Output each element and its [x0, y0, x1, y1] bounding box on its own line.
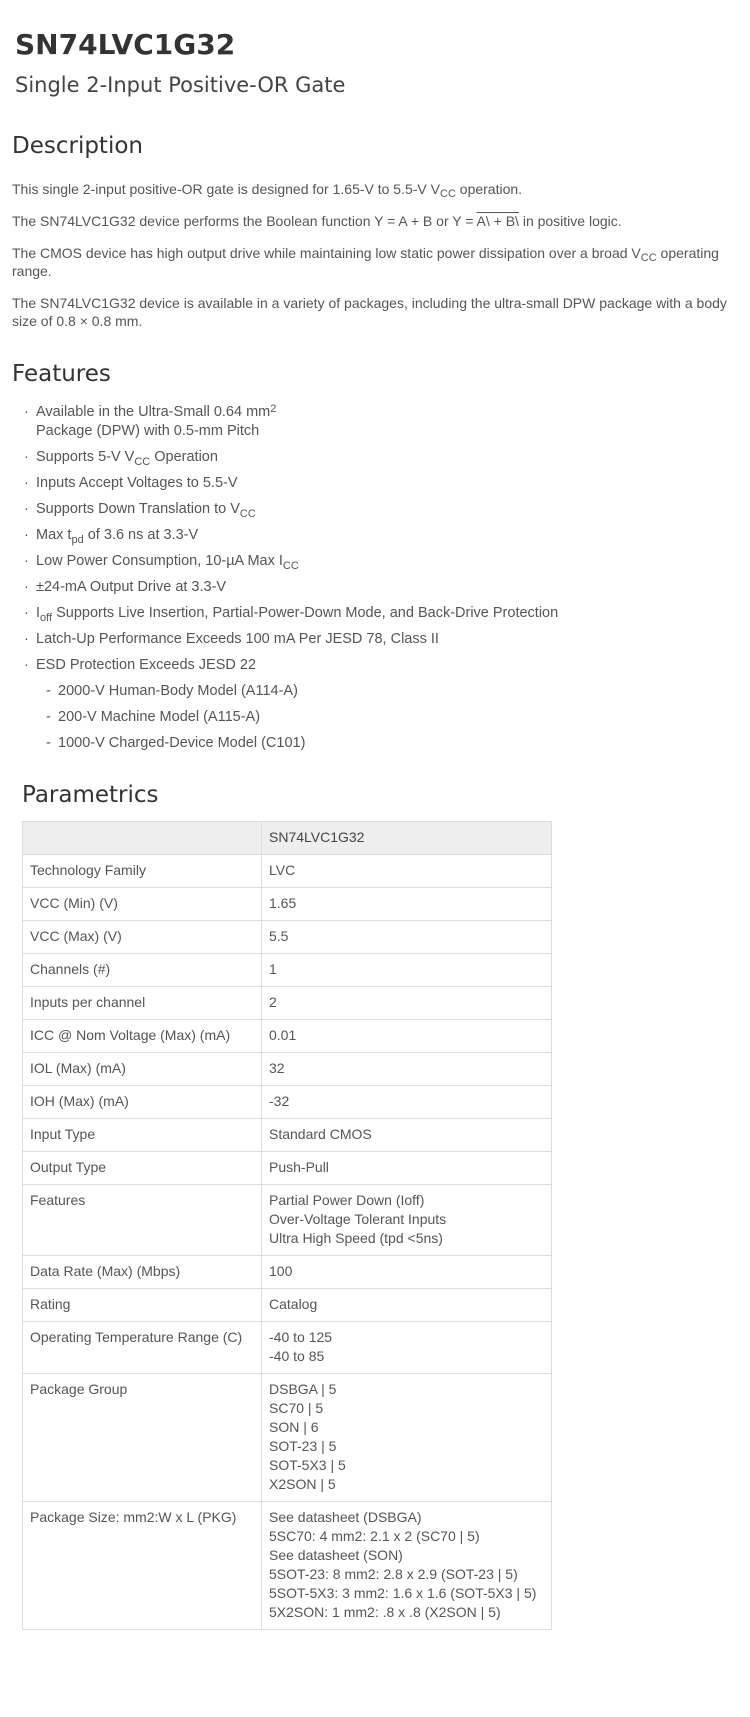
- param-value-line: SOT-5X3 | 5: [269, 1457, 346, 1473]
- param-label: ICC @ Nom Voltage (Max) (mA): [23, 1020, 262, 1053]
- param-value-line: -40 to 125: [269, 1329, 333, 1345]
- param-label: Features: [23, 1185, 262, 1256]
- param-label: Inputs per channel: [23, 987, 262, 1020]
- features-heading: Features: [12, 361, 111, 387]
- param-value-line: 32: [269, 1060, 285, 1076]
- dash-icon: -: [46, 709, 51, 725]
- table-row: [23, 1119, 552, 1152]
- feature-sub-item: - 200-V Machine Model (A115-A): [46, 709, 261, 725]
- param-value-line: DSBGA | 5: [269, 1381, 337, 1397]
- param-value-line: 1.65: [269, 895, 297, 911]
- param-label: Package Group: [23, 1374, 262, 1502]
- parametrics-table: [22, 821, 552, 1630]
- table-row: [23, 1185, 552, 1256]
- param-value: [262, 1289, 552, 1322]
- feature-item: · Supports Down Translation to $V_{CC}$: [24, 501, 256, 520]
- feature-item: · Max $t_{pd}$ of 3.6 ns at 3.3-V: [24, 527, 199, 546]
- param-value: [262, 888, 552, 921]
- param-value-line: 1: [269, 961, 277, 977]
- table-row: [23, 1020, 552, 1053]
- param-label: Data Rate (Max) (Mbps): [23, 1256, 262, 1289]
- feature-item: · $I_{off}$ Supports Live Insertion, Partial-Power-Down Mode, and Back-Drive Protection: [24, 605, 559, 624]
- param-value-line: Catalog: [269, 1296, 318, 1312]
- param-label: Package Size: mm2:W x L (PKG): [23, 1502, 262, 1630]
- param-value-line: Push-Pull: [269, 1159, 329, 1175]
- param-value: [262, 1152, 552, 1185]
- dash-icon: -: [46, 735, 51, 751]
- param-value: [262, 1374, 552, 1502]
- bullet-icon: ·: [24, 605, 29, 621]
- parametrics-section: [22, 781, 738, 1630]
- param-value-line: 100: [269, 1263, 293, 1279]
- table-row: [23, 1256, 552, 1289]
- feature-item: · Latch-Up Performance Exceeds 100 mA Per JESD 78, Class II: [24, 631, 439, 647]
- param-value: [262, 1020, 552, 1053]
- table-row: [23, 1289, 552, 1322]
- param-value: [262, 921, 552, 954]
- param-value-line: Over-Voltage Tolerant Inputs: [269, 1211, 447, 1227]
- feature-item: · ±24-mA Output Drive at 3.3-V: [24, 579, 227, 595]
- features-list: [12, 403, 738, 753]
- param-label: IOL (Max) (mA): [23, 1053, 262, 1086]
- param-value-line: 5SOT-23: 8 mm2: 2.8 x 2.9 (SOT-23 | 5): [269, 1566, 518, 1582]
- feature-sub-item: - 2000-V Human-Body Model (A114-A): [46, 683, 298, 699]
- param-value: [262, 1256, 552, 1289]
- bullet-icon: ·: [24, 527, 29, 543]
- table-row: [23, 987, 552, 1020]
- bullet-icon: ·: [24, 579, 29, 595]
- bullet-icon: ·: [24, 449, 29, 465]
- param-value-line: X2SON | 5: [269, 1476, 336, 1492]
- param-label: IOH (Max) (mA): [23, 1086, 262, 1119]
- param-value-line: 2: [269, 994, 277, 1010]
- param-value-line: 0.01: [269, 1027, 297, 1043]
- param-value-line: -40 to 85: [269, 1348, 325, 1364]
- param-value: [262, 1322, 552, 1374]
- dash-icon: -: [46, 683, 51, 699]
- table-header-part: SN74LVC1G32: [262, 822, 552, 855]
- param-value-line: -32: [269, 1093, 290, 1109]
- param-value-line: See datasheet (SON): [269, 1547, 403, 1563]
- param-label: Technology Family: [23, 855, 262, 888]
- feature-item: · Inputs Accept Voltages to 5.5-V: [24, 475, 238, 491]
- param-value-line: LVC: [269, 862, 296, 878]
- param-value-line: 5SC70: 4 mm2: 2.1 x 2 (SC70 | 5): [269, 1528, 480, 1544]
- param-value-line: Standard CMOS: [269, 1126, 372, 1142]
- param-label: Operating Temperature Range (C): [23, 1322, 262, 1374]
- param-value-line: SC70 | 5: [269, 1400, 324, 1416]
- feature-sub-item: - 1000-V Charged-Device Model (C101): [46, 735, 306, 751]
- table-row: [23, 1086, 552, 1119]
- description-paragraph-3: The CMOS device has high output drive while maintaining low static power dissipation over a broad $V_{CC}$ operating range.: [12, 245, 719, 279]
- bullet-icon: ·: [24, 501, 29, 517]
- param-value-line: 5X2SON: 1 mm2: .8 x .8 (X2SON | 5): [269, 1604, 501, 1620]
- description-paragraph-1: This single 2-input positive-OR gate is designed for 1.65-V to 5.5-V $V_{CC}$ operation.: [12, 181, 523, 200]
- param-value-line: Ultra High Speed (tpd <5ns): [269, 1230, 443, 1246]
- table-row: [23, 921, 552, 954]
- param-value-line: SOT-23 | 5: [269, 1438, 337, 1454]
- feature-item: · ESD Protection Exceeds JESD 22 - 2000-V Human-Body Model (A114-A) - 200-V Machine Model (A115-A) - 1000-V Charged-Device Model (C101): [24, 656, 738, 753]
- param-value-line: 5.5: [269, 928, 289, 944]
- table-header-row: [23, 822, 552, 855]
- bullet-icon: ·: [24, 475, 29, 491]
- bullet-icon: ·: [24, 657, 29, 673]
- table-row: [23, 1322, 552, 1374]
- param-value: [262, 1119, 552, 1152]
- feature-item: · Available in the Ultra-Small 0.64 $mm^2$ Package (DPW) with 0.5-mm Pitch: [24, 403, 277, 439]
- param-value: [262, 987, 552, 1020]
- param-value-line: Partial Power Down (Ioff): [269, 1192, 425, 1208]
- param-value: [262, 954, 552, 987]
- feature-item: · Supports 5-V $V_{CC}$ Operation: [24, 449, 218, 468]
- param-label: VCC (Min) (V): [23, 888, 262, 921]
- param-value: [262, 855, 552, 888]
- table-row: [23, 1152, 552, 1185]
- param-value: [262, 1086, 552, 1119]
- page-title: SN74LVC1G32: [15, 28, 236, 61]
- bullet-icon: ·: [24, 404, 29, 420]
- table-header-blank: [23, 822, 262, 855]
- table-row: [23, 888, 552, 921]
- param-label: VCC (Max) (V): [23, 921, 262, 954]
- page-subtitle: Single 2-Input Positive-OR Gate: [15, 73, 346, 97]
- param-label: Output Type: [23, 1152, 262, 1185]
- table-row: [23, 855, 552, 888]
- description-body: [12, 180, 738, 330]
- param-label: Channels (#): [23, 954, 262, 987]
- bullet-icon: ·: [24, 553, 29, 569]
- esd-sub-list: [36, 682, 738, 753]
- param-value: [262, 1502, 552, 1630]
- table-row: [23, 954, 552, 987]
- param-value-line: 5SOT-5X3: 3 mm2: 1.6 x 1.6 (SOT-5X3 | 5): [269, 1585, 537, 1601]
- description-heading: Description: [12, 133, 143, 159]
- description-paragraph-2: The SN74LVC1G32 device performs the Boolean function Y = A + B or Y = A\ + B\ in positive logic.: [12, 213, 622, 229]
- table-row: [23, 1502, 552, 1630]
- description-paragraph-4: The SN74LVC1G32 device is available in a variety of packages, including the ultra-small DPW package with a body size of 0.8 × 0.8 mm.: [12, 295, 727, 329]
- feature-item: · Low Power Consumption, 10-µA Max $I_{CC}$: [24, 553, 299, 572]
- parametrics-heading: Parametrics: [22, 782, 159, 808]
- param-value: [262, 1053, 552, 1086]
- param-value: [262, 1185, 552, 1256]
- table-row: [23, 1374, 552, 1502]
- param-value-line: SON | 6: [269, 1419, 319, 1435]
- param-label: Input Type: [23, 1119, 262, 1152]
- table-row: [23, 1053, 552, 1086]
- param-label: Rating: [23, 1289, 262, 1322]
- bullet-icon: ·: [24, 631, 29, 647]
- param-value-line: See datasheet (DSBGA): [269, 1509, 422, 1525]
